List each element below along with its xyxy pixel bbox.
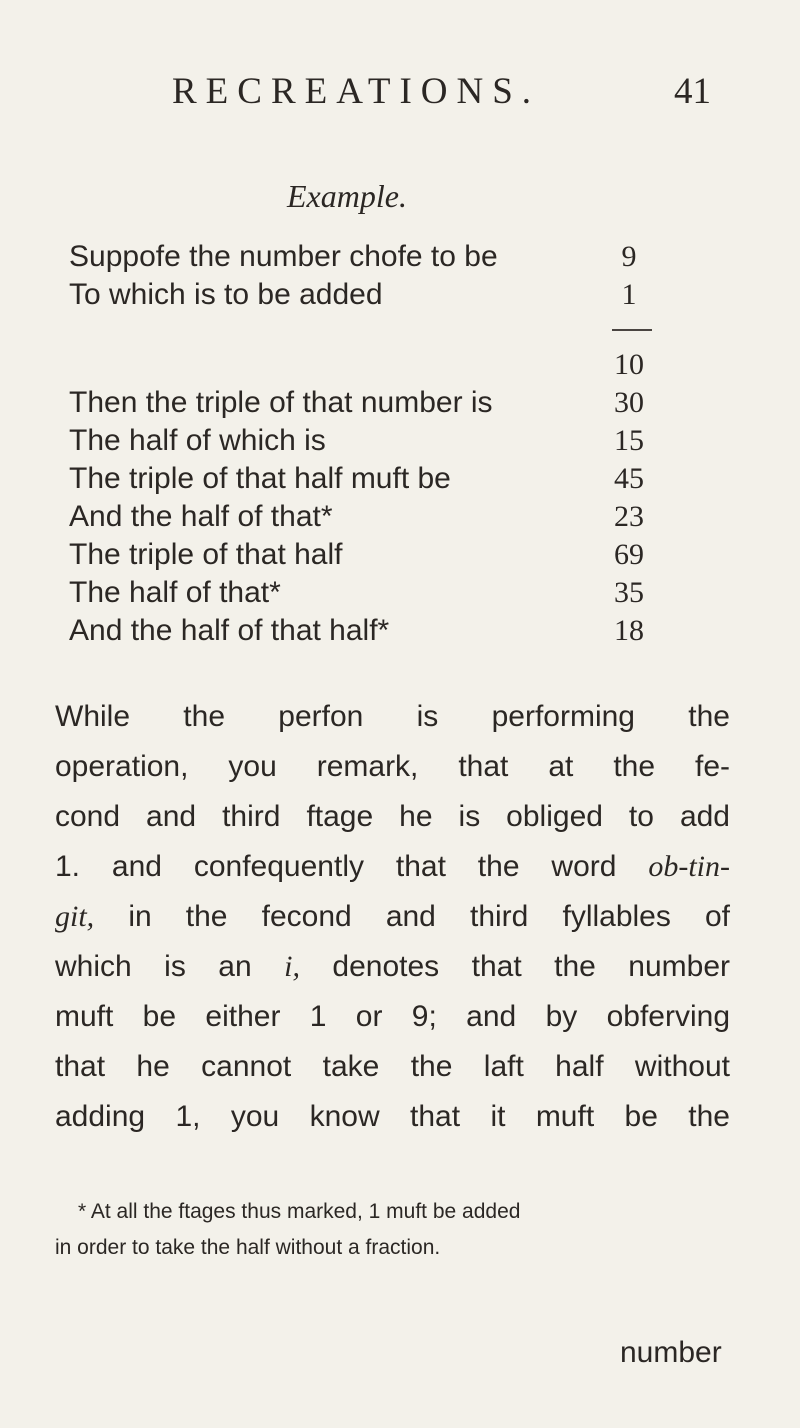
paragraph-text: 1. and confequently that the word — [55, 850, 617, 883]
paragraph-line: operation, you remark, that at the fe- — [55, 750, 730, 783]
calc-row-value: 69 — [614, 538, 644, 571]
paragraph-line: that he cannot take the laft half without — [55, 1050, 730, 1083]
example-title: Example. — [287, 178, 407, 214]
calc-row-label: The triple of that half — [69, 538, 343, 571]
paragraph-line — [55, 950, 730, 984]
paragraph-line — [55, 850, 730, 884]
calc-row-value: 45 — [614, 462, 644, 495]
sum-rule — [612, 329, 652, 331]
calc-row-value: 35 — [614, 576, 644, 609]
calc-row-label: The triple of that half muft be — [69, 462, 451, 495]
paragraph-line: cond and third ftage he is obliged to add — [55, 800, 730, 833]
paragraph-text: which is an — [55, 950, 252, 983]
calc-row-label: Suppofe the number chofe to be — [69, 240, 498, 273]
italic-word: i, — [284, 950, 300, 983]
page-number: 41 — [674, 71, 711, 112]
calc-row-label: To which is to be added — [69, 278, 383, 311]
calc-row-label: And the half of that* — [69, 500, 333, 533]
running-head: RECREATIONS. — [172, 71, 541, 112]
calc-row-value: 30 — [614, 386, 644, 419]
paragraph-text: in the fecond and third fyllables of — [128, 900, 731, 933]
calc-row-label: Then the triple of that number is — [69, 386, 493, 419]
footnote-line: in order to take the half without a fraction. — [55, 1236, 441, 1259]
italic-word: git, — [55, 900, 95, 933]
paragraph-line: While the perfon is performing the — [55, 700, 730, 733]
calc-row-value: 18 — [614, 614, 644, 647]
paragraph-line: adding 1, you know that it muft be the — [55, 1100, 730, 1133]
paragraph-line: muft be either 1 or 9; and by obferving — [55, 1000, 730, 1033]
calc-row-value: 10 — [614, 348, 644, 381]
catchword: number — [620, 1336, 722, 1369]
calc-row-value: 1 — [621, 278, 637, 311]
paragraph-line — [55, 900, 730, 934]
calc-row-label: And the half of that half* — [69, 614, 390, 647]
calc-row-value: 9 — [621, 240, 637, 273]
calc-row-value: 23 — [614, 500, 644, 533]
calc-row-value: 15 — [614, 424, 644, 457]
calc-row-label: The half of that* — [69, 576, 281, 609]
calc-row-label: The half of which is — [69, 424, 326, 457]
italic-word: ob-tin- — [648, 850, 730, 883]
paragraph-text: denotes that the number — [332, 950, 731, 983]
footnote-line: * At all the ftages thus marked, 1 muft be added — [78, 1200, 521, 1223]
